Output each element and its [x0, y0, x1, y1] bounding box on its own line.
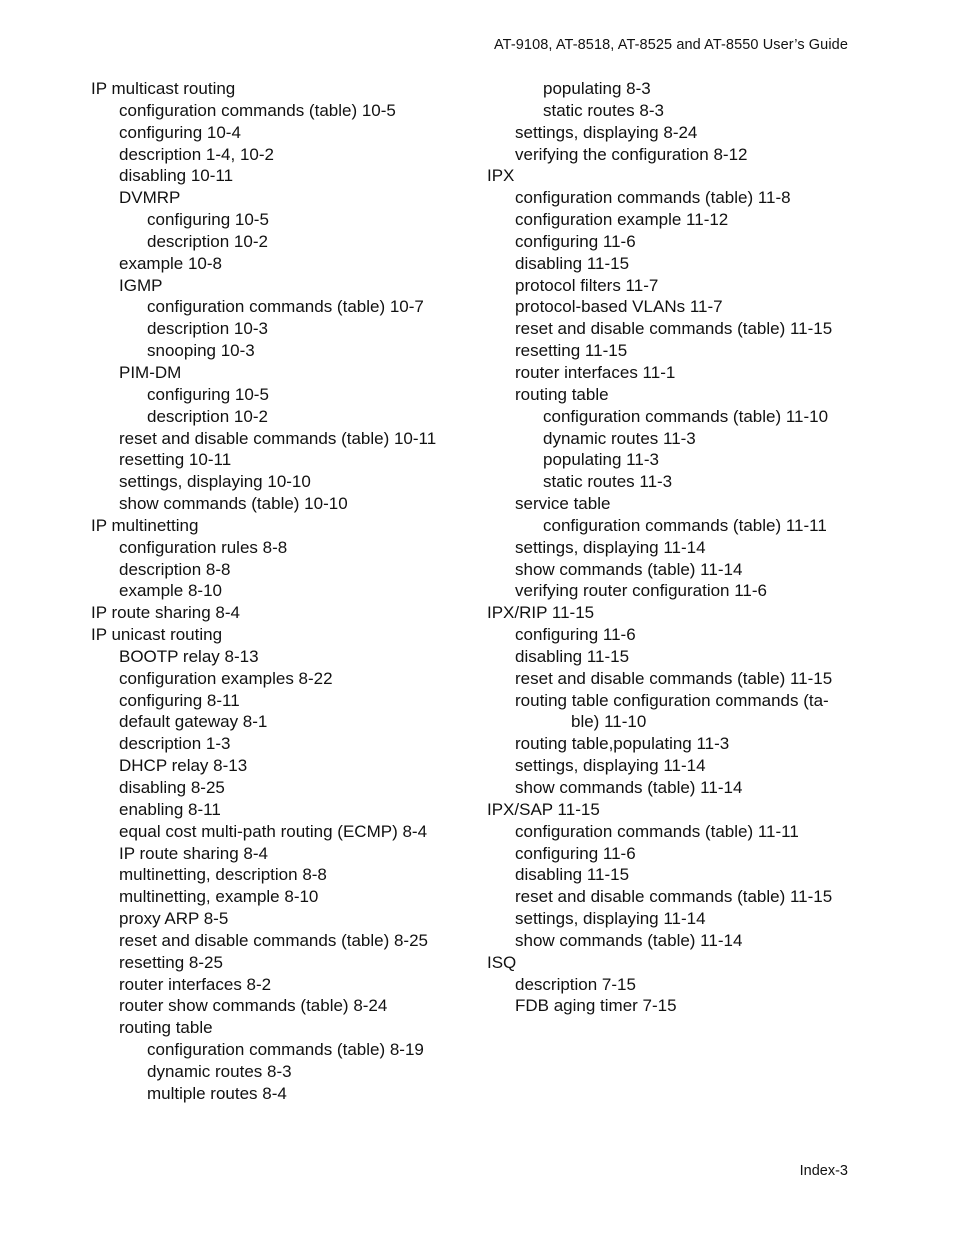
- index-main-entry: IPX: [487, 166, 515, 186]
- index-sub-entry: configuring 11-6: [515, 231, 636, 251]
- index-main-entry: ISQ: [487, 952, 517, 972]
- index-sub-entry: configuration commands (table) 10-5: [119, 100, 396, 120]
- index-sub-entry: routing table: [515, 384, 609, 404]
- index-main-entry: IP unicast routing: [91, 625, 223, 645]
- index-sub-entry: DVMRP: [119, 188, 181, 208]
- index-sub-entry: settings, displaying 8-24: [515, 122, 698, 142]
- index-sub-entry: configuration examples 8-22: [119, 668, 333, 688]
- index-sub-entry: proxy ARP 8-5: [119, 909, 229, 929]
- index-sub-entry: router interfaces 11-1: [515, 362, 676, 382]
- index-sub-entry: disabling 8-25: [119, 778, 225, 797]
- index-sub-entry: snooping 10-3: [147, 341, 255, 361]
- index-sub-entry: dynamic routes 11-3: [543, 428, 696, 448]
- index-sub-entry: configuration example 11-12: [515, 210, 729, 230]
- page-number: Index-3: [799, 1163, 848, 1179]
- index-sub-entry: configuring 11-6: [515, 843, 636, 863]
- index-sub-entry: show commands (table) 11-14: [515, 559, 743, 579]
- index-main-entry: IP multinetting: [91, 515, 199, 535]
- index-sub-entry: resetting 10-11: [119, 450, 232, 470]
- index-sub-entry: description 10-2: [147, 406, 268, 426]
- index-sub-entry: description 8-8: [119, 559, 231, 579]
- index-sub-entry: reset and disable commands (table) 11-15: [515, 319, 833, 339]
- index-sub-entry: dynamic routes 8-3: [147, 1061, 292, 1081]
- index-sub-entry: routing table: [119, 1018, 213, 1038]
- index-sub-entry: verifying router configuration 11-6: [515, 581, 767, 601]
- index-sub-entry: default gateway 8-1: [119, 712, 268, 732]
- index-sub-entry: configuring 10-5: [147, 210, 269, 230]
- index-sub-entry: resetting 8-25: [119, 952, 223, 972]
- index-sub-entry: settings, displaying 11-14: [515, 909, 706, 929]
- index-sub-entry: configuring 10-4: [119, 122, 241, 142]
- index-sub-entry: description 10-3: [147, 319, 268, 339]
- index-sub-entry: populating 11-3: [543, 450, 659, 470]
- index-sub-entry: configuring 11-6: [515, 625, 636, 645]
- index-sub-entry: example 10-8: [119, 253, 223, 273]
- index-sub-entry: description 10-2: [147, 231, 268, 251]
- index-sub-entry: disabling 11-15: [515, 646, 630, 666]
- index-sub-entry: reset and disable commands (table) 11-15: [515, 887, 833, 907]
- index-sub-entry: routing table,populating 11-3: [515, 734, 730, 754]
- index-sub-entry: configuration commands (table) 8-19: [147, 1040, 424, 1060]
- index-sub-entry: router show commands (table) 8-24: [119, 996, 388, 1016]
- index-sub-entry: disabling 11-15: [515, 253, 630, 273]
- index-sub-entry: example 8-10: [119, 581, 223, 601]
- index-sub-entry: settings, displaying 11-14: [515, 756, 706, 776]
- index-sub-entry: multiple routes 8-4: [147, 1083, 287, 1103]
- index-sub-entry: configuration commands (table) 11-11: [515, 821, 799, 841]
- index-column-right: [487, 78, 857, 1017]
- index-sub-entry: reset and disable commands (table) 10-11: [119, 428, 437, 448]
- index-sub-entry: static routes 11-3: [543, 472, 673, 492]
- index-sub-entry: configuring 10-5: [147, 384, 269, 404]
- index-sub-entry: protocol-based VLANs 11-7: [515, 297, 723, 317]
- index-sub-entry: enabling 8-11: [119, 799, 221, 819]
- index-sub-entry: populating 8-3: [543, 79, 651, 98]
- index-sub-entry: description 1-3: [119, 734, 231, 754]
- index-sub-entry: router interfaces 8-2: [119, 974, 272, 994]
- index-sub-entry: disabling 11-15: [515, 865, 630, 885]
- index-sub-entry: protocol filters 11-7: [515, 275, 659, 295]
- running-header: AT-9108, AT-8518, AT-8525 and AT-8550 User’s Guide: [493, 37, 848, 53]
- index-sub-entry: IP route sharing 8-4: [119, 843, 268, 863]
- index-sub-entry: BOOTP relay 8-13: [119, 646, 259, 666]
- index-sub-entry: show commands (table) 11-14: [515, 778, 743, 797]
- index-column-left: [91, 78, 461, 1105]
- index-sub-entry: PIM-DM: [119, 362, 182, 382]
- index-sub-entry: settings, displaying 10-10: [119, 472, 311, 492]
- index-sub-entry: configuration commands (table) 11-11: [543, 515, 827, 535]
- index-sub-entry: description 7-15: [515, 974, 636, 994]
- index-main-entry: IPX/SAP 11-15: [487, 799, 600, 819]
- index-sub-entry: service table: [515, 494, 611, 514]
- index-sub-entry: FDB aging timer 7-15: [515, 996, 677, 1016]
- index-sub-entry: settings, displaying 11-14: [515, 537, 706, 557]
- index-sub-entry: description 1-4, 10-2: [119, 144, 274, 164]
- index-sub-entry: multinetting, example 8-10: [119, 887, 319, 907]
- index-sub-entry: IGMP: [119, 275, 163, 295]
- index-main-entry: IP route sharing 8-4: [91, 603, 240, 623]
- index-sub-entry: configuration commands (table) 11-8: [515, 188, 791, 208]
- index-sub-entry: static routes 8-3: [543, 100, 664, 120]
- index-sub-entry: configuration commands (table) 10-7: [147, 297, 424, 317]
- index-sub-entry: equal cost multi-path routing (ECMP) 8-4: [119, 821, 428, 841]
- index-main-entry: IP multicast routing: [91, 79, 236, 98]
- index-sub-entry: disabling 10-11: [119, 166, 234, 186]
- index-sub-entry: configuring 8-11: [119, 690, 240, 710]
- index-sub-entry: reset and disable commands (table) 11-15: [515, 668, 833, 688]
- index-sub-entry: resetting 11-15: [515, 341, 628, 361]
- index-sub-entry: DHCP relay 8-13: [119, 756, 248, 776]
- index-sub-entry: routing table configuration commands (ta-: [515, 690, 829, 710]
- index-sub-entry: show commands (table) 10-10: [119, 494, 348, 514]
- index-sub-entry: ble) 11-10: [571, 712, 647, 732]
- index-sub-entry: reset and disable commands (table) 8-25: [119, 930, 428, 950]
- index-sub-entry: configuration commands (table) 11-10: [543, 406, 829, 426]
- index-sub-entry: multinetting, description 8-8: [119, 865, 327, 885]
- index-sub-entry: verifying the configuration 8-12: [515, 144, 748, 164]
- index-sub-entry: show commands (table) 11-14: [515, 930, 743, 950]
- index-main-entry: IPX/RIP 11-15: [487, 603, 595, 623]
- index-sub-entry: configuration rules 8-8: [119, 537, 288, 557]
